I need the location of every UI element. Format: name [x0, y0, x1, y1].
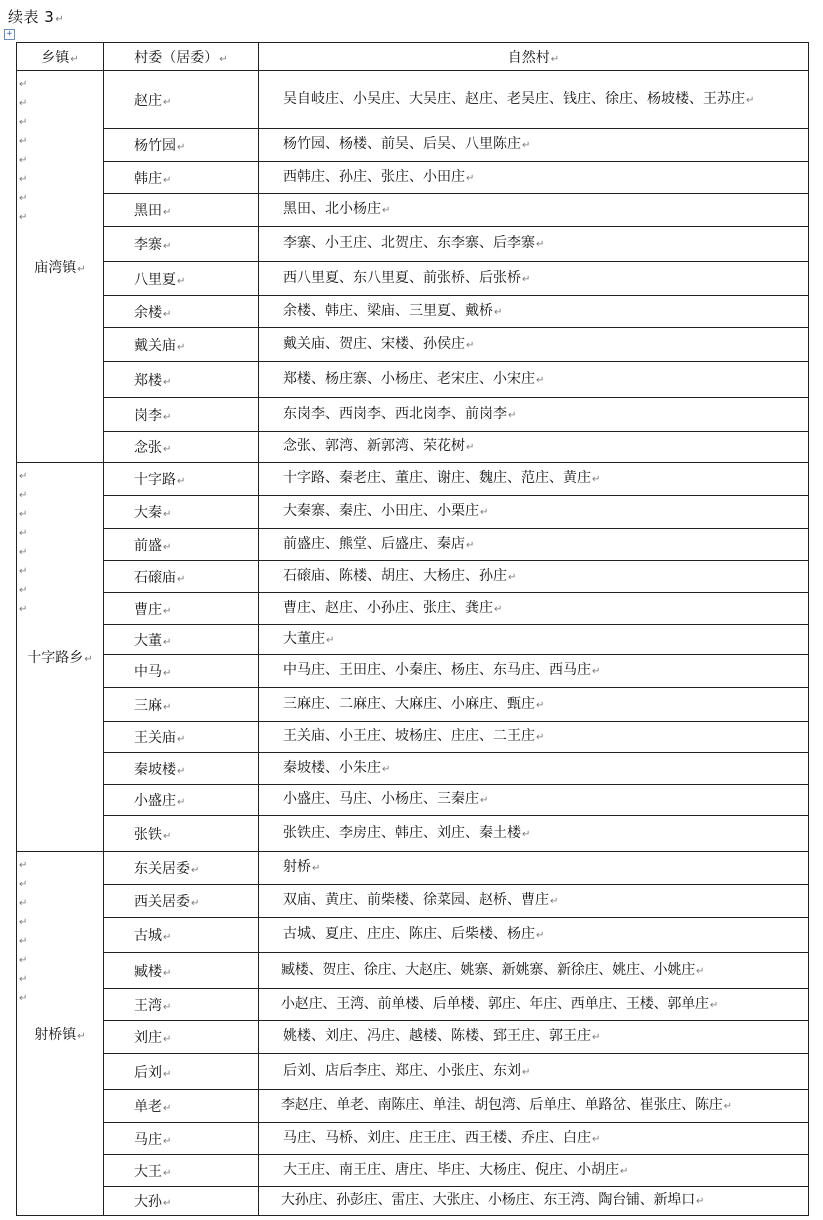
natural-village-cell: 射桥↵ — [259, 852, 809, 885]
natural-village-cell: 西韩庄、孙庄、张庄、小田庄↵ — [259, 162, 809, 194]
committee-cell: 古城↵ — [104, 918, 259, 953]
natural-village-list: 后刘、店后李庄、郑庄、小张庄、东刘 — [283, 1062, 521, 1079]
table-row — [17, 593, 809, 625]
committee-name: 戴关庙 — [134, 337, 176, 354]
committee-cell: 张铁↵ — [104, 816, 259, 852]
table-row — [17, 688, 809, 722]
table-row — [17, 816, 809, 852]
table-move-handle-icon[interactable]: + — [4, 29, 15, 40]
committee-cell: 曹庄↵ — [104, 593, 259, 625]
table-row — [17, 129, 809, 162]
committee-cell: 秦坡楼↵ — [104, 753, 259, 785]
table-row — [17, 227, 809, 262]
committee-name: 石磙庙 — [134, 569, 176, 586]
natural-village-list: 李寨、小王庄、北贺庄、东李寨、后李寨 — [283, 235, 535, 251]
natural-village-cell: 秦坡楼、小朱庄↵ — [259, 753, 809, 785]
natural-village-list: 西八里夏、东八里夏、前张桥、后张桥 — [283, 269, 521, 286]
committee-name: 念张 — [134, 440, 162, 456]
table-row — [17, 1054, 809, 1090]
table-row — [17, 71, 809, 129]
natural-village-list: 臧楼、贺庄、徐庄、大赵庄、姚寨、新姚寨、新徐庄、姚庄、小姚庄 — [281, 961, 695, 978]
committee-cell: 石磙庙↵ — [104, 561, 259, 593]
committee-name: 秦坡楼 — [134, 761, 176, 778]
natural-village-list: 三麻庄、二麻庄、大麻庄、小麻庄、甄庄 — [283, 695, 535, 712]
natural-village-cell: 戴关庙、贺庄、宋楼、孙侯庄↵ — [259, 328, 809, 362]
committee-name: 后刘 — [134, 1064, 162, 1081]
natural-village-cell: 曹庄、赵庄、小孙庄、张庄、龚庄↵ — [259, 593, 809, 625]
header-natural-village: 自然村↵ — [259, 43, 809, 71]
natural-village-cell: 大王庄、南王庄、唐庄、毕庄、大杨庄、倪庄、小胡庄↵ — [259, 1155, 809, 1187]
natural-village-list: 曹庄、赵庄、小孙庄、张庄、龚庄 — [283, 599, 493, 616]
natural-village-list: 黑田、北小杨庄 — [283, 201, 381, 217]
natural-village-list: 马庄、马桥、刘庄、庄王庄、西王楼、乔庄、白庄 — [283, 1129, 591, 1146]
natural-village-list: 小赵庄、王湾、前单楼、后单楼、郭庄、年庄、西单庄、王楼、郭单庄 — [281, 995, 709, 1012]
paragraph-marks: ↵ ↵ ↵ ↵ ↵ ↵ ↵ ↵ — [19, 79, 28, 223]
committee-name: 三麻 — [134, 697, 162, 714]
committee-name: 八里夏 — [134, 271, 176, 288]
town-name: 庙湾镇 — [34, 259, 77, 276]
natural-village-cell: 前盛庄、熊堂、后盛庄、秦店↵ — [259, 529, 809, 561]
committee-cell: 单老↵ — [104, 1090, 259, 1123]
table-row — [17, 328, 809, 362]
natural-village-list: 东岗李、西岗李、西北岗李、前岗李 — [283, 405, 507, 422]
natural-village-list: 大王庄、南王庄、唐庄、毕庄、大杨庄、倪庄、小胡庄 — [283, 1161, 619, 1178]
town-name: 十字路乡 — [27, 650, 84, 666]
committee-cell: 十字路↵ — [104, 463, 259, 496]
natural-village-list: 西韩庄、孙庄、张庄、小田庄 — [283, 168, 465, 185]
natural-village-list: 石磙庙、陈楼、胡庄、大杨庄、孙庄 — [283, 567, 507, 584]
table-row — [17, 162, 809, 194]
committee-name: 大秦 — [134, 505, 162, 521]
committee-cell: 戴关庙↵ — [104, 328, 259, 362]
committee-cell: 念张↵ — [104, 432, 259, 463]
table-row — [17, 262, 809, 296]
committee-name: 李寨 — [134, 237, 162, 253]
natural-village-cell: 杨竹园、杨楼、前吴、后吴、八里陈庄↵ — [259, 129, 809, 162]
natural-village-list: 古城、夏庄、庄庄、陈庄、后柴楼、杨庄 — [283, 926, 535, 942]
natural-village-cell: 古城、夏庄、庄庄、陈庄、后柴楼、杨庄↵ — [259, 918, 809, 953]
committee-cell: 余楼↵ — [104, 296, 259, 328]
committee-cell: 东关居委↵ — [104, 852, 259, 885]
committee-name: 十字路 — [134, 472, 176, 488]
committee-name: 古城 — [134, 928, 162, 944]
table-row — [17, 785, 809, 816]
natural-village-cell: 马庄、马桥、刘庄、庄王庄、西王楼、乔庄、白庄↵ — [259, 1123, 809, 1155]
natural-village-cell: 大董庄↵ — [259, 625, 809, 655]
committee-cell: 西关居委↵ — [104, 885, 259, 918]
natural-village-cell: 吴自岐庄、小吴庄、大吴庄、赵庄、老吴庄、钱庄、徐庄、杨坡楼、王苏庄↵ — [259, 71, 809, 129]
natural-village-list: 余楼、韩庄、梁庙、三里夏、戴桥 — [283, 302, 493, 319]
committee-name: 黑田 — [134, 203, 162, 219]
natural-village-cell: 姚楼、刘庄、冯庄、越楼、陈楼、郅王庄、郭王庄↵ — [259, 1021, 809, 1054]
table-row — [17, 852, 809, 885]
table-row — [17, 398, 809, 432]
table-row — [17, 362, 809, 398]
table-row — [17, 1021, 809, 1054]
natural-village-cell: 郑楼、杨庄寨、小杨庄、老宋庄、小宋庄↵ — [259, 362, 809, 398]
committee-cell: 韩庄↵ — [104, 162, 259, 194]
table-caption: 续表 3↵ — [8, 8, 65, 26]
natural-village-cell: 大秦寨、秦庄、小田庄、小栗庄↵ — [259, 496, 809, 529]
committee-name: 张铁 — [134, 826, 162, 843]
table-header-row — [17, 43, 809, 71]
committee-name: 郑楼 — [134, 372, 162, 389]
committee-cell: 王湾↵ — [104, 989, 259, 1021]
committee-name: 臧楼 — [134, 963, 162, 980]
table-row — [17, 722, 809, 753]
committee-name: 赵庄 — [134, 92, 162, 109]
paragraph-marks: ↵ ↵ ↵ ↵ ↵ ↵ ↵ ↵ — [19, 860, 28, 1004]
natural-village-cell: 三麻庄、二麻庄、大麻庄、小麻庄、甄庄↵ — [259, 688, 809, 722]
natural-village-list: 王关庙、小王庄、坡杨庄、庄庄、二王庄 — [283, 728, 535, 744]
table-row — [17, 953, 809, 989]
natural-village-list: 念张、郭湾、新郭湾、荣花树 — [283, 438, 465, 454]
table-row — [17, 918, 809, 953]
natural-village-list: 双庙、黄庄、前柴楼、徐菜园、赵桥、曹庄 — [283, 892, 549, 908]
natural-village-cell: 十字路、秦老庄、董庄、谢庄、魏庄、范庄、黄庄↵ — [259, 463, 809, 496]
natural-village-list: 大孙庄、孙彭庄、雷庄、大张庄、小杨庄、东王湾、陶台铺、新埠口 — [281, 1192, 695, 1208]
committee-cell: 李寨↵ — [104, 227, 259, 262]
natural-village-cell: 李寨、小王庄、北贺庄、东李寨、后李寨↵ — [259, 227, 809, 262]
natural-village-list: 中马庄、王田庄、小秦庄、杨庄、东马庄、西马庄 — [283, 662, 591, 678]
table-row — [17, 1090, 809, 1123]
committee-name: 曹庄 — [134, 601, 162, 618]
table-row — [17, 463, 809, 496]
natural-village-cell: 中马庄、王田庄、小秦庄、杨庄、东马庄、西马庄↵ — [259, 655, 809, 688]
committee-cell: 刘庄↵ — [104, 1021, 259, 1054]
committee-cell: 赵庄↵ — [104, 71, 259, 129]
committee-cell: 三麻↵ — [104, 688, 259, 722]
natural-village-cell: 西八里夏、东八里夏、前张桥、后张桥↵ — [259, 262, 809, 296]
committee-name: 余楼 — [134, 304, 162, 321]
table-row — [17, 1123, 809, 1155]
table-row — [17, 753, 809, 785]
table-row — [17, 655, 809, 688]
natural-village-cell: 双庙、黄庄、前柴楼、徐菜园、赵桥、曹庄↵ — [259, 885, 809, 918]
natural-village-cell: 张铁庄、李房庄、韩庄、刘庄、秦土楼↵ — [259, 816, 809, 852]
committee-cell: 后刘↵ — [104, 1054, 259, 1090]
committee-name: 单老 — [134, 1099, 162, 1115]
table-row — [17, 529, 809, 561]
natural-village-list: 大秦寨、秦庄、小田庄、小栗庄 — [283, 503, 479, 519]
natural-village-cell: 黑田、北小杨庄↵ — [259, 194, 809, 227]
committee-cell: 杨竹园↵ — [104, 129, 259, 162]
natural-village-cell: 石磙庙、陈楼、胡庄、大杨庄、孙庄↵ — [259, 561, 809, 593]
committee-name: 大董 — [134, 632, 162, 649]
table-row — [17, 194, 809, 227]
committee-cell: 大董↵ — [104, 625, 259, 655]
committee-cell: 小盛庄↵ — [104, 785, 259, 816]
header-town: 乡镇↵ — [17, 43, 104, 71]
committee-name: 王关庙 — [134, 730, 176, 746]
committee-name: 韩庄 — [134, 170, 162, 187]
committee-cell: 大秦↵ — [104, 496, 259, 529]
committee-name: 王湾 — [134, 997, 162, 1014]
natural-village-cell: 小盛庄、马庄、小杨庄、三秦庄↵ — [259, 785, 809, 816]
natural-village-cell: 后刘、店后李庄、郑庄、小张庄、东刘↵ — [259, 1054, 809, 1090]
natural-village-list: 秦坡楼、小朱庄 — [283, 759, 381, 776]
table-row — [17, 496, 809, 529]
table-row — [17, 625, 809, 655]
natural-village-list: 十字路、秦老庄、董庄、谢庄、魏庄、范庄、黄庄 — [283, 470, 591, 486]
paragraph-marks: ↵ ↵ ↵ ↵ ↵ ↵ ↵ ↵ — [19, 471, 28, 615]
natural-village-cell: 大孙庄、孙彭庄、雷庄、大张庄、小杨庄、东王湾、陶台铺、新埠口↵ — [259, 1187, 809, 1216]
committee-cell: 臧楼↵ — [104, 953, 259, 989]
committee-name: 岗李 — [134, 407, 162, 424]
natural-village-cell: 东岗李、西岗李、西北岗李、前岗李↵ — [259, 398, 809, 432]
natural-village-cell: 王关庙、小王庄、坡杨庄、庄庄、二王庄↵ — [259, 722, 809, 753]
natural-village-list: 戴关庙、贺庄、宋楼、孙侯庄 — [283, 335, 465, 352]
natural-village-list: 杨竹园、杨楼、前吴、后吴、八里陈庄 — [283, 136, 521, 152]
table-row — [17, 989, 809, 1021]
committee-name: 马庄 — [134, 1131, 162, 1148]
town-cell: ↵ ↵ ↵ ↵ ↵ ↵ ↵ ↵ 庙湾镇↵ — [17, 71, 104, 463]
town-cell: ↵ ↵ ↵ ↵ ↵ ↵ ↵ ↵ 十字路乡↵ — [17, 463, 104, 852]
natural-village-list: 姚楼、刘庄、冯庄、越楼、陈楼、郅王庄、郭王庄 — [283, 1028, 591, 1044]
natural-village-list: 小盛庄、马庄、小杨庄、三秦庄 — [283, 791, 479, 807]
table-row — [17, 1155, 809, 1187]
committee-name: 西关居委 — [134, 894, 190, 910]
committee-cell: 八里夏↵ — [104, 262, 259, 296]
committee-cell: 郑楼↵ — [104, 362, 259, 398]
natural-village-cell: 李赵庄、单老、南陈庄、单洼、胡包湾、后单庄、单路岔、崔张庄、陈庄↵ — [259, 1090, 809, 1123]
table-row — [17, 561, 809, 593]
natural-village-cell: 余楼、韩庄、梁庙、三里夏、戴桥↵ — [259, 296, 809, 328]
natural-village-list: 大董庄 — [283, 630, 325, 647]
committee-cell: 岗李↵ — [104, 398, 259, 432]
natural-village-list: 前盛庄、熊堂、后盛庄、秦店 — [283, 535, 465, 552]
natural-village-cell: 臧楼、贺庄、徐庄、大赵庄、姚寨、新姚寨、新徐庄、姚庄、小姚庄↵ — [259, 953, 809, 989]
committee-cell: 中马↵ — [104, 655, 259, 688]
town-cell: ↵ ↵ ↵ ↵ ↵ ↵ ↵ ↵ 射桥镇↵ — [17, 852, 104, 1216]
committee-cell: 王关庙↵ — [104, 722, 259, 753]
natural-village-list: 吴自岐庄、小吴庄、大吴庄、赵庄、老吴庄、钱庄、徐庄、杨坡楼、王苏庄 — [283, 90, 745, 107]
committee-cell: 前盛↵ — [104, 529, 259, 561]
committee-name: 前盛 — [134, 537, 162, 554]
natural-village-list: 张铁庄、李房庄、韩庄、刘庄、秦土楼 — [283, 824, 521, 841]
committee-name: 刘庄 — [134, 1030, 162, 1046]
table-row — [17, 1187, 809, 1216]
committee-cell: 马庄↵ — [104, 1123, 259, 1155]
committee-name: 杨竹园 — [134, 138, 176, 154]
natural-village-cell: 念张、郭湾、新郭湾、荣花树↵ — [259, 432, 809, 463]
committee-name: 大王 — [134, 1163, 162, 1180]
header-committee: 村委（居委）↵ — [104, 43, 259, 71]
natural-village-list: 郑楼、杨庄寨、小杨庄、老宋庄、小宋庄 — [283, 370, 535, 387]
committee-name: 大孙 — [134, 1194, 162, 1210]
paragraph-mark-icon: ↵ — [55, 14, 65, 25]
natural-village-list: 李赵庄、单老、南陈庄、单洼、胡包湾、后单庄、单路岔、崔张庄、陈庄 — [281, 1097, 723, 1113]
natural-village-list: 射桥 — [283, 859, 311, 875]
committee-cell: 黑田↵ — [104, 194, 259, 227]
committee-name: 小盛庄 — [134, 793, 176, 809]
committee-cell: 大王↵ — [104, 1155, 259, 1187]
committee-cell: 大孙↵ — [104, 1187, 259, 1216]
committee-name: 东关居委 — [134, 861, 190, 877]
committee-name: 中马 — [134, 664, 162, 680]
village-table — [16, 42, 809, 1216]
table-row — [17, 432, 809, 463]
town-name: 射桥镇 — [34, 1026, 77, 1043]
natural-village-cell: 小赵庄、王湾、前单楼、后单楼、郭庄、年庄、西单庄、王楼、郭单庄↵ — [259, 989, 809, 1021]
table-row — [17, 296, 809, 328]
table-row — [17, 885, 809, 918]
